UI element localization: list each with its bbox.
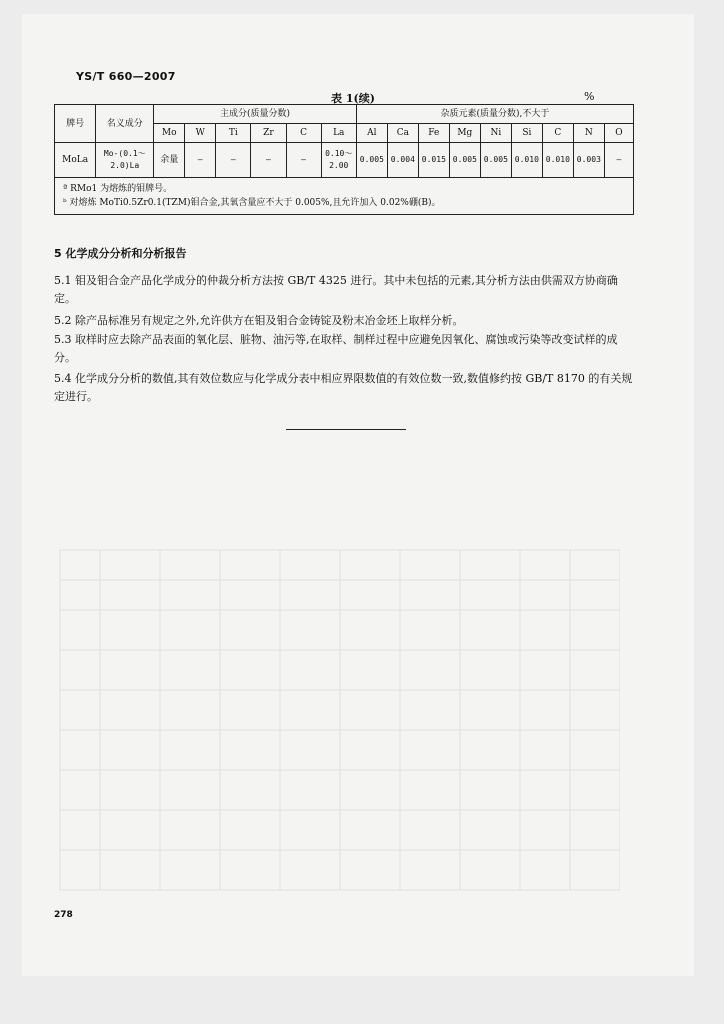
element-header: Ni [480,124,511,143]
composition-table [54,104,634,215]
header-nominal: 名义成分 [96,105,154,143]
table-title: 表 1(续) [331,92,375,105]
element-header: O [604,124,633,143]
element-header: Zr [251,124,286,143]
cell-ti: — [216,143,251,178]
cell-zr: — [251,143,286,178]
header-main-composition: 主成分(质量分数) [154,105,357,124]
element-header: N [573,124,604,143]
page-number: 278 [54,910,73,920]
paragraph-5-2: 5.2 除产品标准另有规定之外,允许供方在钼及钼合金铸锭及粉末冶金坯上取样分析。 [54,314,464,327]
table-unit: % [584,90,595,103]
element-header: Ti [216,124,251,143]
cell-c: — [286,143,321,178]
element-header: Al [356,124,387,143]
cell-impurity-al: 0.005 [356,143,387,178]
element-header: Ca [387,124,418,143]
cell-impurity-mg: 0.005 [449,143,480,178]
footnote-a: ª RMo1 为熔炼的钼牌号。 [63,184,173,194]
element-header: Si [511,124,542,143]
table-row [55,143,634,178]
element-header: Mg [449,124,480,143]
cell-grade: MoLa [55,143,96,178]
cell-impurity-o: — [604,143,633,178]
cell-la: 0.10～ 2.00 [321,143,356,178]
paragraph-5-1: 5.1 钼及钼合金产品化学成分的仲裁分析方法按 GB/T 4325 进行。其中未包括的元素,其分析方法由供需双方协商确定。 [54,274,618,305]
doc-code-header: YS/T 660—2007 [76,70,176,83]
element-header: C [542,124,573,143]
section-end-divider [286,429,406,430]
paragraph-5-3: 5.3 取样时应去除产品表面的氧化层、脏物、油污等,在取样、制样过程中应避免因氧化、腐蚀或污染等改变试样的成分。 [54,333,618,364]
cell-mo: 余量 [154,143,185,178]
footnote-b: ᵇ 对熔炼 MoTi0.5Zr0.1(TZM)钼合金,其氧含量应不大于 0.005%,且允许加入 0.02%硼(B)。 [63,198,441,208]
header-impurity: 杂质元素(质量分数),不大于 [356,105,633,124]
element-header: W [185,124,216,143]
table-notes [55,178,634,215]
cell-impurity-si: 0.010 [511,143,542,178]
bleed-through-table-shadow [40,540,620,900]
cell-impurity-n: 0.003 [573,143,604,178]
element-header: La [321,124,356,143]
element-header: C [286,124,321,143]
element-header: Mo [154,124,185,143]
cell-impurity-ca: 0.004 [387,143,418,178]
paragraph-5-4: 5.4 化学成分分析的数值,其有效位数应与化学成分表中相应界限数值的有效位数一致,数值修约按 GB/T 8170 的有关规定进行。 [54,372,633,403]
section-title: 5 化学成分分析和分析报告 [54,247,187,260]
cell-impurity-c: 0.010 [542,143,573,178]
cell-impurity-ni: 0.005 [480,143,511,178]
element-header: Fe [418,124,449,143]
cell-nominal: Mo-(0.1～ 2.0)La [96,143,154,178]
cell-impurity-fe: 0.015 [418,143,449,178]
header-grade: 牌号 [55,105,96,143]
cell-w: — [185,143,216,178]
